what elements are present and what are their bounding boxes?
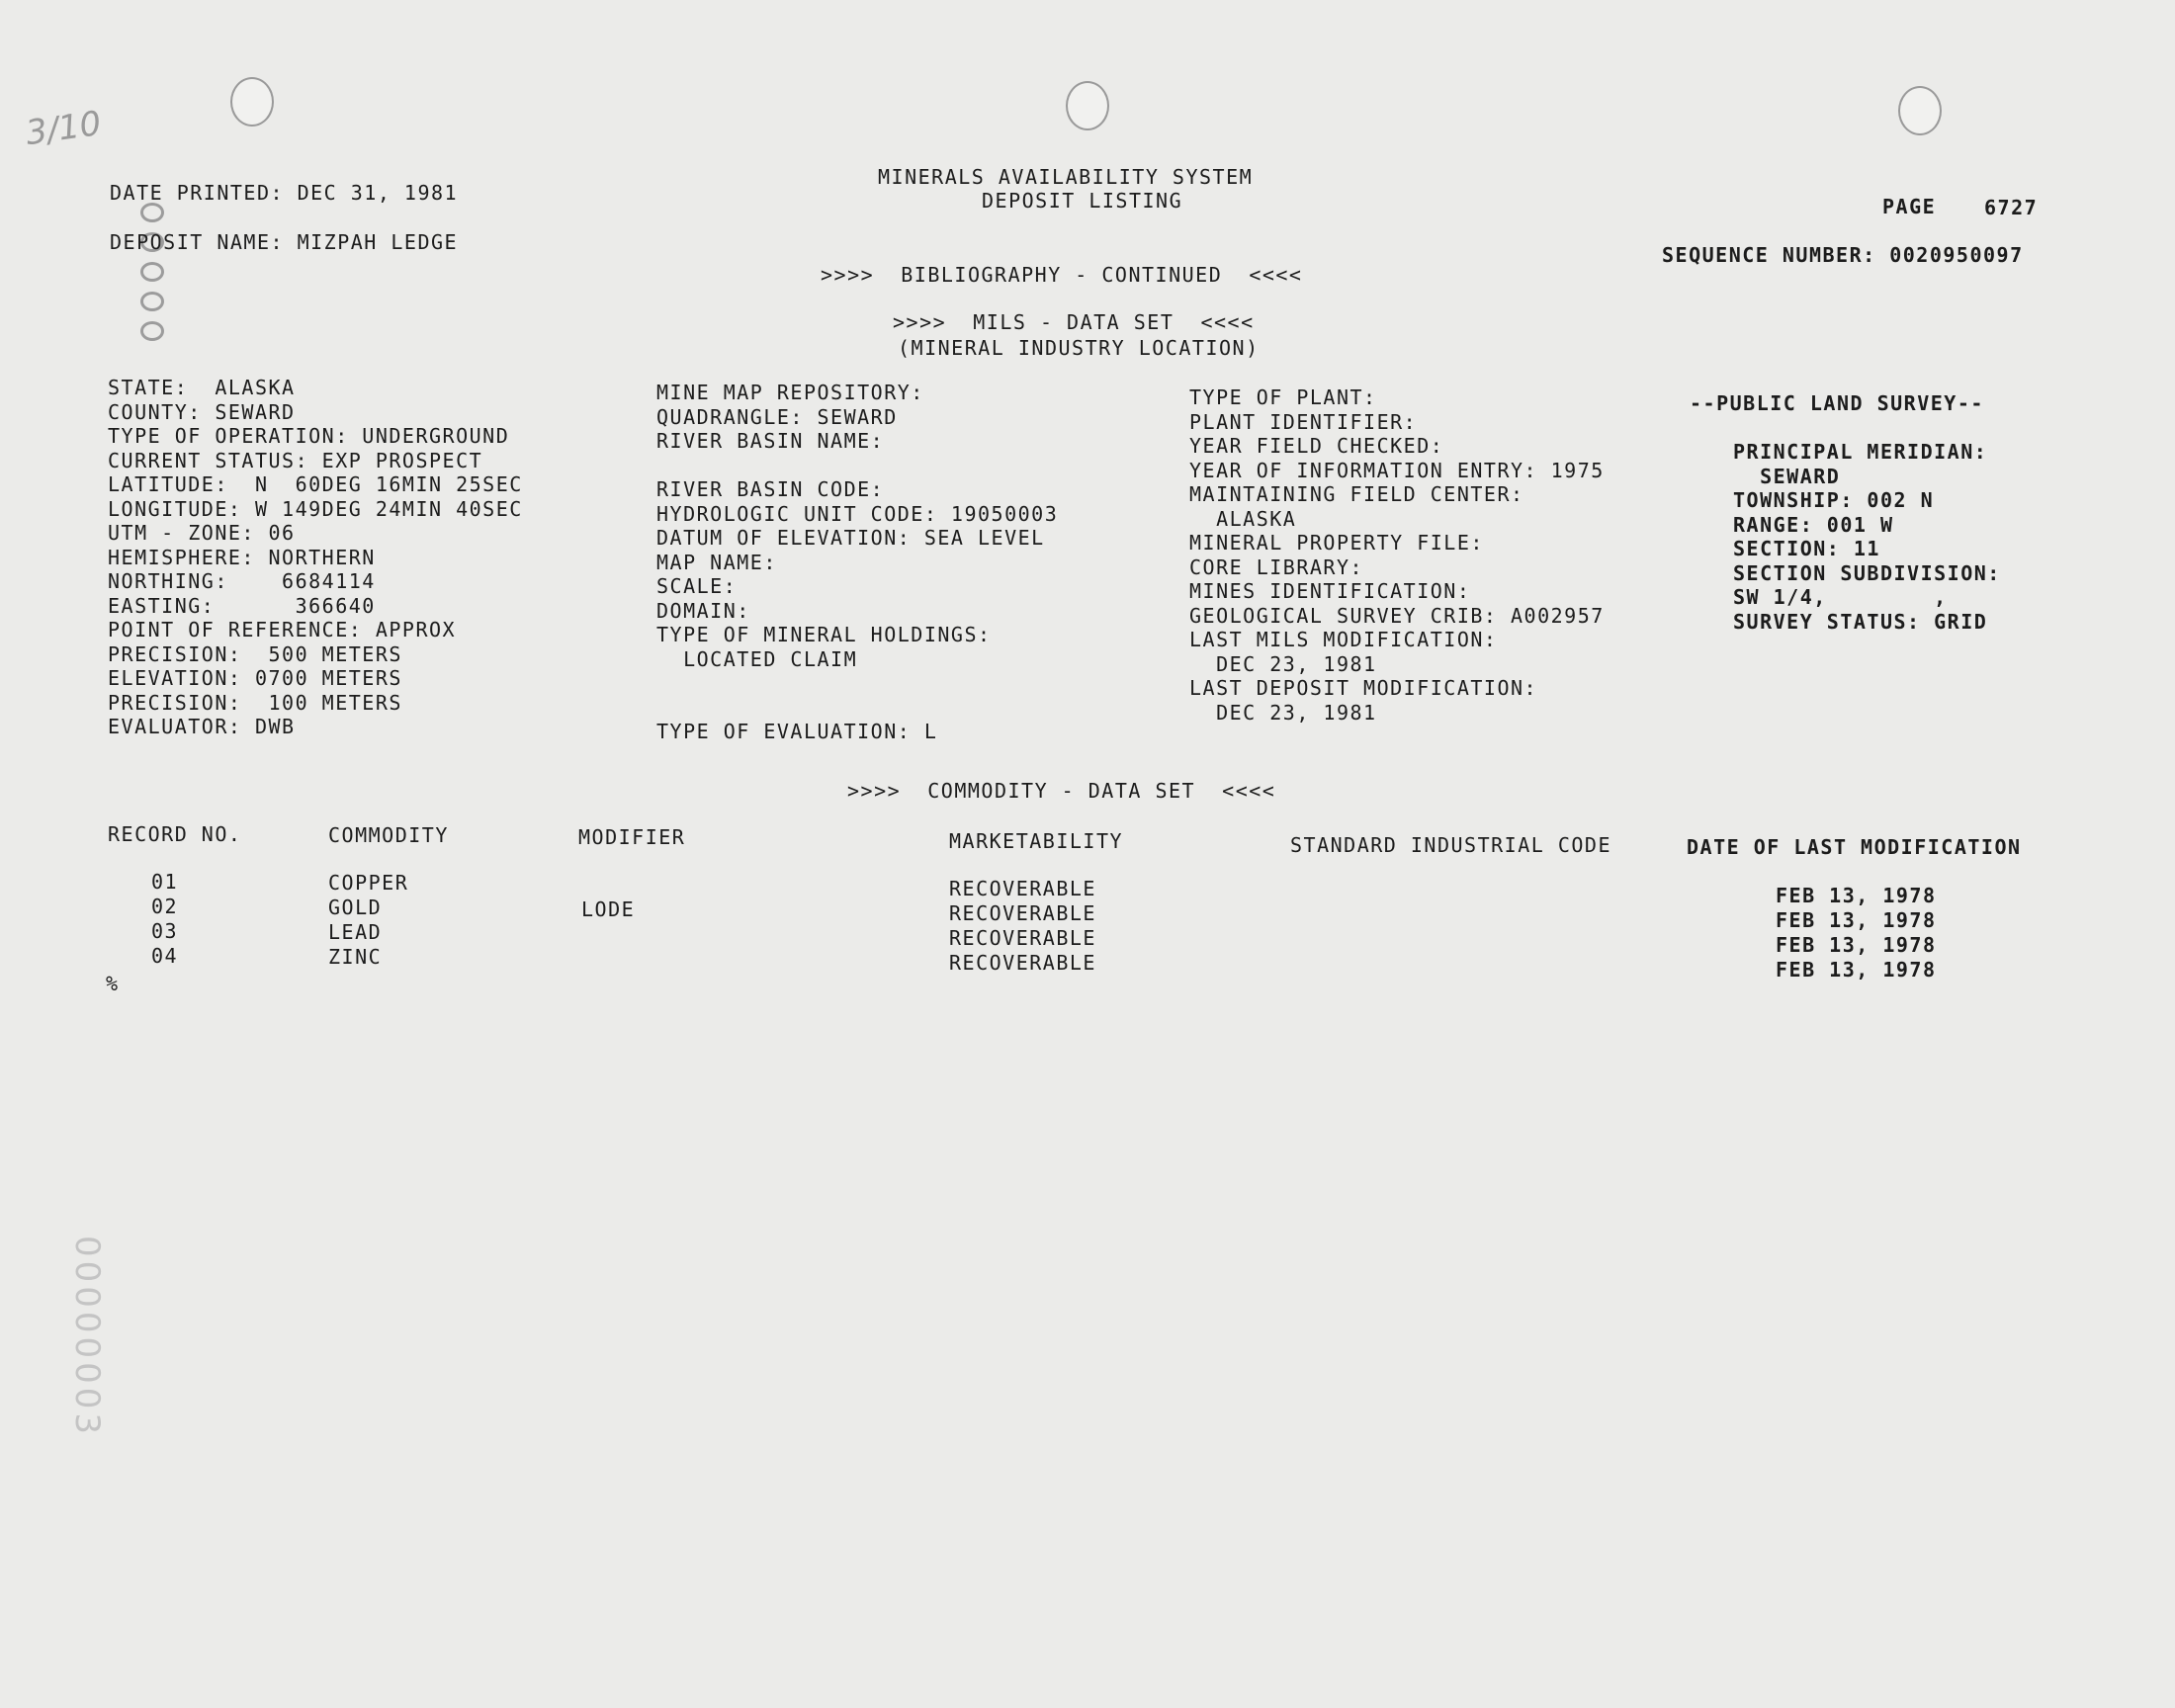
field-line: TYPE OF PLANT: [1189, 385, 1377, 409]
field-line: RIVER BASIN NAME: [656, 429, 885, 453]
field-line [1690, 416, 2001, 441]
header-record-no: RECORD NO. [108, 822, 242, 846]
field-line: SURVEY STATUS: GRID [1733, 609, 1988, 634]
plant-column [1189, 385, 1605, 725]
cell-marketability: RECOVERABLE [949, 926, 1096, 950]
cell-commodity: LEAD [328, 920, 383, 944]
mils-dataset-heading: >>>> MILS - DATA SET <<<< [893, 310, 1255, 334]
page-label: PAGE [1882, 195, 1937, 218]
field-line: SECTION: 11 [1733, 537, 1880, 560]
listing-title: DEPOSIT LISTING [982, 189, 1183, 213]
field-line: RANGE: 001 W [1733, 512, 1894, 537]
field-line: HEMISPHERE: NORTHERN [108, 545, 376, 569]
binder-hole-center [1066, 81, 1109, 130]
cell-commodity: GOLD [328, 896, 383, 919]
field-line: NORTHING: 6684114 [108, 569, 376, 593]
header-commodity: COMMODITY [328, 823, 449, 847]
field-line: MINE MAP REPOSITORY: [656, 381, 924, 404]
handwritten-mark: 3/10 [23, 103, 104, 154]
field-line: DATUM OF ELEVATION: SEA LEVEL [656, 526, 1045, 550]
field-line: DEC 23, 1981 [1189, 651, 1377, 676]
land-survey-column [1690, 391, 2001, 634]
side-stamp: 00000003 [67, 1236, 107, 1439]
page-number: 6727 [1984, 196, 2039, 219]
field-line: EASTING: 366640 [108, 593, 376, 618]
field-line: SCALE: [656, 574, 738, 598]
bibliography-heading: >>>> BIBLIOGRAPHY - CONTINUED <<<< [821, 263, 1303, 287]
field-line: LONGITUDE: W 149DEG 24MIN 40SEC [108, 496, 523, 521]
field-line: EVALUATOR: DWB [108, 715, 296, 738]
cell-commodity: ZINC [328, 945, 383, 969]
field-line [656, 671, 1058, 696]
field-line: TYPE OF OPERATION: UNDERGROUND [108, 424, 510, 448]
field-line: QUADRANGLE: SEWARD [656, 404, 898, 429]
field-line: ELEVATION: 0700 METERS [108, 666, 402, 690]
cell-marketability: RECOVERABLE [949, 877, 1096, 900]
cell-marketability: RECOVERABLE [949, 951, 1096, 975]
cell-date: FEB 13, 1978 [1776, 908, 1937, 932]
binder-hole-right [1898, 86, 1942, 135]
deposit-name: DEPOSIT NAME: MIZPAH LEDGE [110, 230, 459, 254]
field-line: MAINTAINING FIELD CENTER: [1189, 482, 1524, 506]
cell-marketability: RECOVERABLE [949, 901, 1096, 925]
field-line: LAST DEPOSIT MODIFICATION: [1189, 676, 1538, 700]
field-line: YEAR OF INFORMATION ENTRY: 1975 [1189, 458, 1605, 482]
cell-record: 01 [151, 870, 179, 894]
field-line: PRINCIPAL MERIDIAN: [1733, 440, 1988, 464]
commodity-dataset-heading: >>>> COMMODITY - DATA SET <<<< [847, 779, 1276, 803]
field-line: HYDROLOGIC UNIT CODE: 19050003 [656, 501, 1059, 526]
field-line: MINES IDENTIFICATION: [1189, 579, 1471, 603]
cell-record: 02 [151, 895, 179, 918]
cell-date: FEB 13, 1978 [1776, 933, 1937, 957]
cell-date: FEB 13, 1978 [1776, 958, 1937, 982]
field-line: YEAR FIELD CHECKED: [1189, 434, 1444, 458]
field-line: POINT OF REFERENCE: APPROX [108, 618, 457, 641]
field-line: COUNTY: SEWARD [108, 399, 296, 424]
field-line: PLANT IDENTIFIER: [1189, 409, 1418, 434]
field-line: SEWARD [1733, 464, 1841, 488]
land-survey-heading: --PUBLIC LAND SURVEY-- [1690, 391, 1984, 415]
field-line: DEC 23, 1981 [1189, 700, 1377, 725]
field-line: GEOLOGICAL SURVEY CRIB: A002957 [1189, 603, 1605, 628]
cell-record: 03 [151, 919, 179, 943]
field-line: ALASKA [1189, 506, 1297, 531]
cell-record: 04 [151, 944, 179, 968]
field-line [656, 696, 1058, 721]
system-title: MINERALS AVAILABILITY SYSTEM [878, 165, 1254, 189]
field-line: MAP NAME: [656, 550, 777, 574]
field-line: TYPE OF MINERAL HOLDINGS: [656, 623, 992, 646]
header-date-last-modification: DATE OF LAST MODIFICATION [1687, 835, 2022, 859]
field-line: LOCATED CLAIM [656, 646, 858, 671]
field-line: CURRENT STATUS: EXP PROSPECT [108, 448, 483, 472]
header-sic: STANDARD INDUSTRIAL CODE [1290, 833, 1611, 857]
field-line: LAST MILS MODIFICATION: [1189, 628, 1498, 651]
field-line: DOMAIN: [656, 598, 750, 623]
end-mark: % [106, 972, 120, 995]
field-line: STATE: ALASKA [108, 376, 296, 399]
cell-modifier: LODE [581, 897, 636, 921]
field-line: UTM - ZONE: 06 [108, 521, 296, 545]
field-line: CORE LIBRARY: [1189, 555, 1364, 579]
field-line: TYPE OF EVALUATION: L [656, 720, 938, 743]
field-line: SW 1/4, , [1733, 585, 1948, 609]
field-line: RIVER BASIN CODE: [656, 477, 885, 501]
binder-hole-left [230, 77, 274, 127]
field-line: SECTION SUBDIVISION: [1733, 560, 2001, 585]
location-column [108, 376, 523, 739]
sequence-number: SEQUENCE NUMBER: 0020950097 [1662, 243, 2024, 267]
field-line: TOWNSHIP: 002 N [1733, 488, 1935, 512]
header-marketability: MARKETABILITY [949, 829, 1124, 853]
cell-commodity: COPPER [328, 871, 409, 895]
mils-dataset-subtitle: (MINERAL INDUSTRY LOCATION) [898, 336, 1260, 360]
field-line: PRECISION: 100 METERS [108, 690, 402, 715]
cell-date: FEB 13, 1978 [1776, 884, 1937, 907]
field-line: MINERAL PROPERTY FILE: [1189, 531, 1484, 555]
header-modifier: MODIFIER [578, 825, 686, 849]
repository-column [656, 381, 1058, 744]
field-line: PRECISION: 500 METERS [108, 641, 402, 666]
sprocket-marks [140, 203, 164, 351]
field-line: LATITUDE: N 60DEG 16MIN 25SEC [108, 472, 523, 496]
date-printed: DATE PRINTED: DEC 31, 1981 [110, 181, 459, 205]
field-line [656, 454, 1058, 478]
